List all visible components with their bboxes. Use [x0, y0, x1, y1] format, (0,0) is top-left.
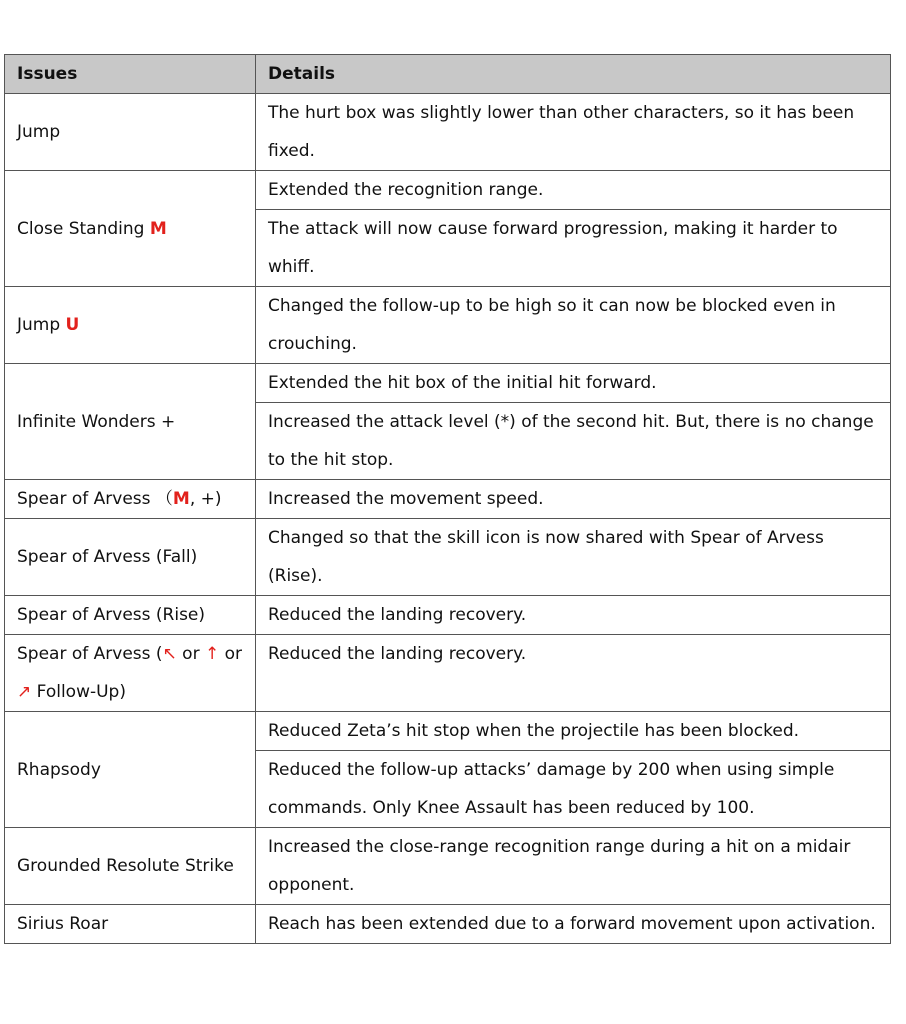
details-cell: Increased the close-range recognition range during a hit on a midair opponent.	[256, 828, 891, 905]
issue-cell: Grounded Resolute Strike	[5, 828, 256, 905]
issue-cell: Rhapsody	[5, 712, 256, 828]
details-cell: Extended the recognition range.	[256, 171, 891, 210]
arrow-up-icon: ↑	[204, 644, 220, 664]
details-cell: Changed so that the skill icon is now shared with Spear of Arvess (Rise).	[256, 519, 891, 596]
details-cell: Extended the hit box of the initial hit forward.	[256, 364, 891, 403]
issue-cell	[5, 287, 256, 364]
issue-label-suffix: Follow-Up)	[31, 682, 126, 702]
details-cell: Changed the follow-up to be high so it can now be blocked even in crouching.	[256, 287, 891, 364]
table-row	[5, 171, 891, 210]
details-cell: Increased the movement speed.	[256, 480, 891, 519]
table-row	[5, 596, 891, 635]
details-header: Details	[256, 55, 891, 94]
table-row	[5, 364, 891, 403]
issue-label: Jump	[17, 315, 66, 335]
issue-cell: Infinite Wonders +	[5, 364, 256, 480]
header-row	[5, 55, 891, 94]
details-cell: Reduced the landing recovery.	[256, 596, 891, 635]
details-cell: The attack will now cause forward progression, making it harder to whiff.	[256, 210, 891, 287]
issue-cell	[5, 635, 256, 712]
issue-label: Spear of Arvess (	[17, 644, 163, 664]
arrow-up-right-icon: ↗	[17, 682, 32, 702]
details-cell: Increased the attack level (*) of the second hit. But, there is no change to the hit stop.	[256, 403, 891, 480]
table-row	[5, 635, 891, 712]
details-cell: Reach has been extended due to a forward movement upon activation.	[256, 905, 891, 944]
details-cell: Reduced Zeta’s hit stop when the projectile has been blocked.	[256, 712, 891, 751]
details-cell: Reduced the follow-up attacks’ damage by 200 when using simple commands. Only Knee Assault has been reduced by 100.	[256, 751, 891, 828]
patch-notes-table	[4, 54, 891, 944]
table-row	[5, 712, 891, 751]
table-row	[5, 905, 891, 944]
issue-cell: Spear of Arvess (Rise)	[5, 596, 256, 635]
issue-label: Spear of Arvess （	[17, 489, 173, 509]
table-row	[5, 519, 891, 596]
issue-label-suffix: , +)	[189, 489, 222, 509]
table-row	[5, 480, 891, 519]
issue-cell	[5, 171, 256, 287]
or-label: or	[219, 644, 243, 664]
table-row	[5, 94, 891, 171]
issue-cell	[5, 480, 256, 519]
m-button-icon: M	[149, 218, 167, 239]
issues-header: Issues	[5, 55, 256, 94]
table-row	[5, 287, 891, 364]
issue-cell: Sirius Roar	[5, 905, 256, 944]
details-cell: The hurt box was slightly lower than other characters, so it has been fixed.	[256, 94, 891, 171]
or-label: or	[176, 644, 200, 664]
m-button-icon: M	[172, 489, 190, 509]
u-button-icon: U	[65, 315, 80, 335]
table-row	[5, 828, 891, 905]
arrow-up-left-icon: ↖	[162, 644, 177, 664]
issue-cell: Jump	[5, 94, 256, 171]
issue-label: Close Standing	[17, 218, 150, 239]
details-cell: Reduced the landing recovery.	[256, 635, 891, 712]
issue-cell: Spear of Arvess (Fall)	[5, 519, 256, 596]
